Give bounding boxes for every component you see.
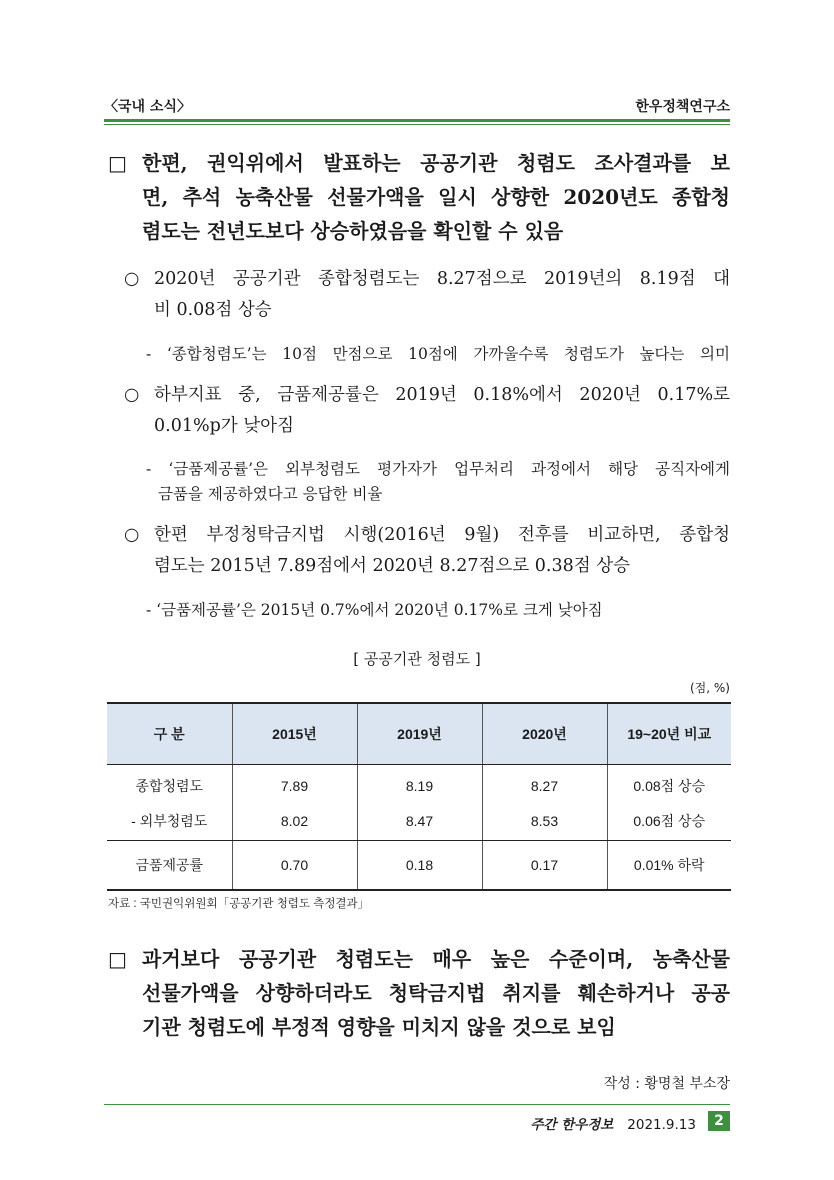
issue-date: 2021.9.13 (627, 1117, 696, 1133)
table-cell: 금품제공률 (107, 840, 232, 890)
square-bullet-icon: □ (108, 151, 127, 175)
table-cell: 0.01% 하락 (607, 840, 731, 890)
table-cell: - 외부청렴도 (107, 802, 232, 840)
table-cell: 8.53 (482, 802, 607, 840)
table-title: [ 공공기관 청렴도 ] (353, 650, 481, 668)
table-cell: 0.70 (232, 840, 357, 890)
paragraph-line: 기관 청렴도에 부정적 영향을 미치지 않을 것으로 보임 (142, 1015, 616, 1039)
table-row (107, 840, 731, 890)
table-row (107, 802, 731, 840)
sub-point-3 (124, 520, 730, 582)
note-line: 금품을 제공하였다고 응답한 비율 (158, 485, 383, 503)
paragraph-line: 하부지표 중, 금품제공률은 2019년 0.18%에서 2020년 0.17%로 (154, 385, 730, 405)
column-header: 2015년 (232, 703, 357, 764)
table-unit: (점, %) (690, 681, 730, 695)
section-label: 〈국내 소식〉 (104, 99, 191, 115)
table-source: 자료 : 국민권익위원회「공공기관 청렴도 측정결과」 (108, 898, 370, 910)
note-2 (146, 457, 730, 507)
paragraph-line: 렴도는 전년도보다 상승하였음을 확인할 수 있음 (142, 219, 564, 243)
column-header: 19~20년 비교 (607, 703, 731, 764)
footer-info (530, 1113, 696, 1133)
header-rule-thick (104, 119, 730, 122)
note-3 (146, 598, 730, 623)
circle-bullet-icon: ○ (124, 385, 140, 405)
table-cell: 0.17 (482, 840, 607, 890)
main-point-1 (108, 146, 730, 248)
note-line: - ‘종합청렴도’는 10점 만점으로 10점에 가까울수록 청렴도가 높다는 의미 (146, 345, 730, 363)
note-1 (146, 342, 730, 367)
table-cell: 8.47 (357, 802, 482, 840)
paragraph-line: 2020년 공공기관 종합청렴도는 8.27점으로 2019년의 8.19점 대 (154, 269, 730, 289)
paragraph-line: 면, 추석 농축산물 선물가액을 일시 상향한 2020년도 종합청 (142, 185, 730, 209)
table-cell: 8.02 (232, 802, 357, 840)
circle-bullet-icon: ○ (124, 269, 140, 289)
paragraph-line: 한편 부정청탁금지법 시행(2016년 9월) 전후를 비교하면, 종합청 (154, 525, 730, 545)
paragraph-line: 0.01%p가 낮아짐 (154, 416, 294, 436)
note-line: - ‘금품제공률’은 2015년 0.7%에서 2020년 0.17%로 크게 낮아짐 (146, 601, 603, 619)
sub-point-1 (124, 264, 730, 326)
square-bullet-icon: □ (108, 947, 127, 971)
table-cell: 0.08점 상승 (607, 764, 731, 802)
table-cell: 8.19 (357, 764, 482, 802)
paragraph-line: 과거보다 공공기관 청렴도는 매우 높은 수준이며, 농축산물 (142, 947, 730, 971)
paragraph-line: 한편, 권익위에서 발표하는 공공기관 청렴도 조사결과를 보 (142, 151, 730, 175)
column-header: 2019년 (357, 703, 482, 764)
header-rule-thin (104, 124, 730, 125)
publication-name: 주간 한우정보 (530, 1117, 614, 1133)
table-cell: 종합청렴도 (135, 778, 204, 795)
table-header-row (107, 703, 731, 764)
table-row (107, 764, 731, 802)
footer-rule (104, 1104, 730, 1105)
organization-name: 한우정책연구소 (635, 99, 730, 115)
column-header: 구 분 (107, 703, 232, 764)
sub-point-2 (124, 380, 730, 442)
table-cell: 7.89 (232, 764, 357, 802)
paragraph-line: 렴도는 2015년 7.89점에서 2020년 8.27점으로 0.38점 상승 (154, 556, 631, 576)
circle-bullet-icon: ○ (124, 525, 140, 545)
integrity-table (107, 702, 731, 891)
table-cell: 0.18 (357, 840, 482, 890)
page-number: 2 (708, 1111, 730, 1131)
note-line: - ‘금품제공률’은 외부청렴도 평가자가 업무처리 과정에서 해당 공직자에게 (146, 460, 730, 478)
paragraph-line: 비 0.08점 상승 (154, 300, 272, 320)
main-point-2 (108, 942, 730, 1044)
table-cell: 0.06점 상승 (607, 802, 731, 840)
table-cell: 8.27 (482, 764, 607, 802)
author-credit: 작성 : 황명철 부소장 (603, 1076, 730, 1092)
paragraph-line: 선물가액을 상향하더라도 청탁금지법 취지를 훼손하거나 공공 (142, 981, 730, 1005)
column-header: 2020년 (482, 703, 607, 764)
